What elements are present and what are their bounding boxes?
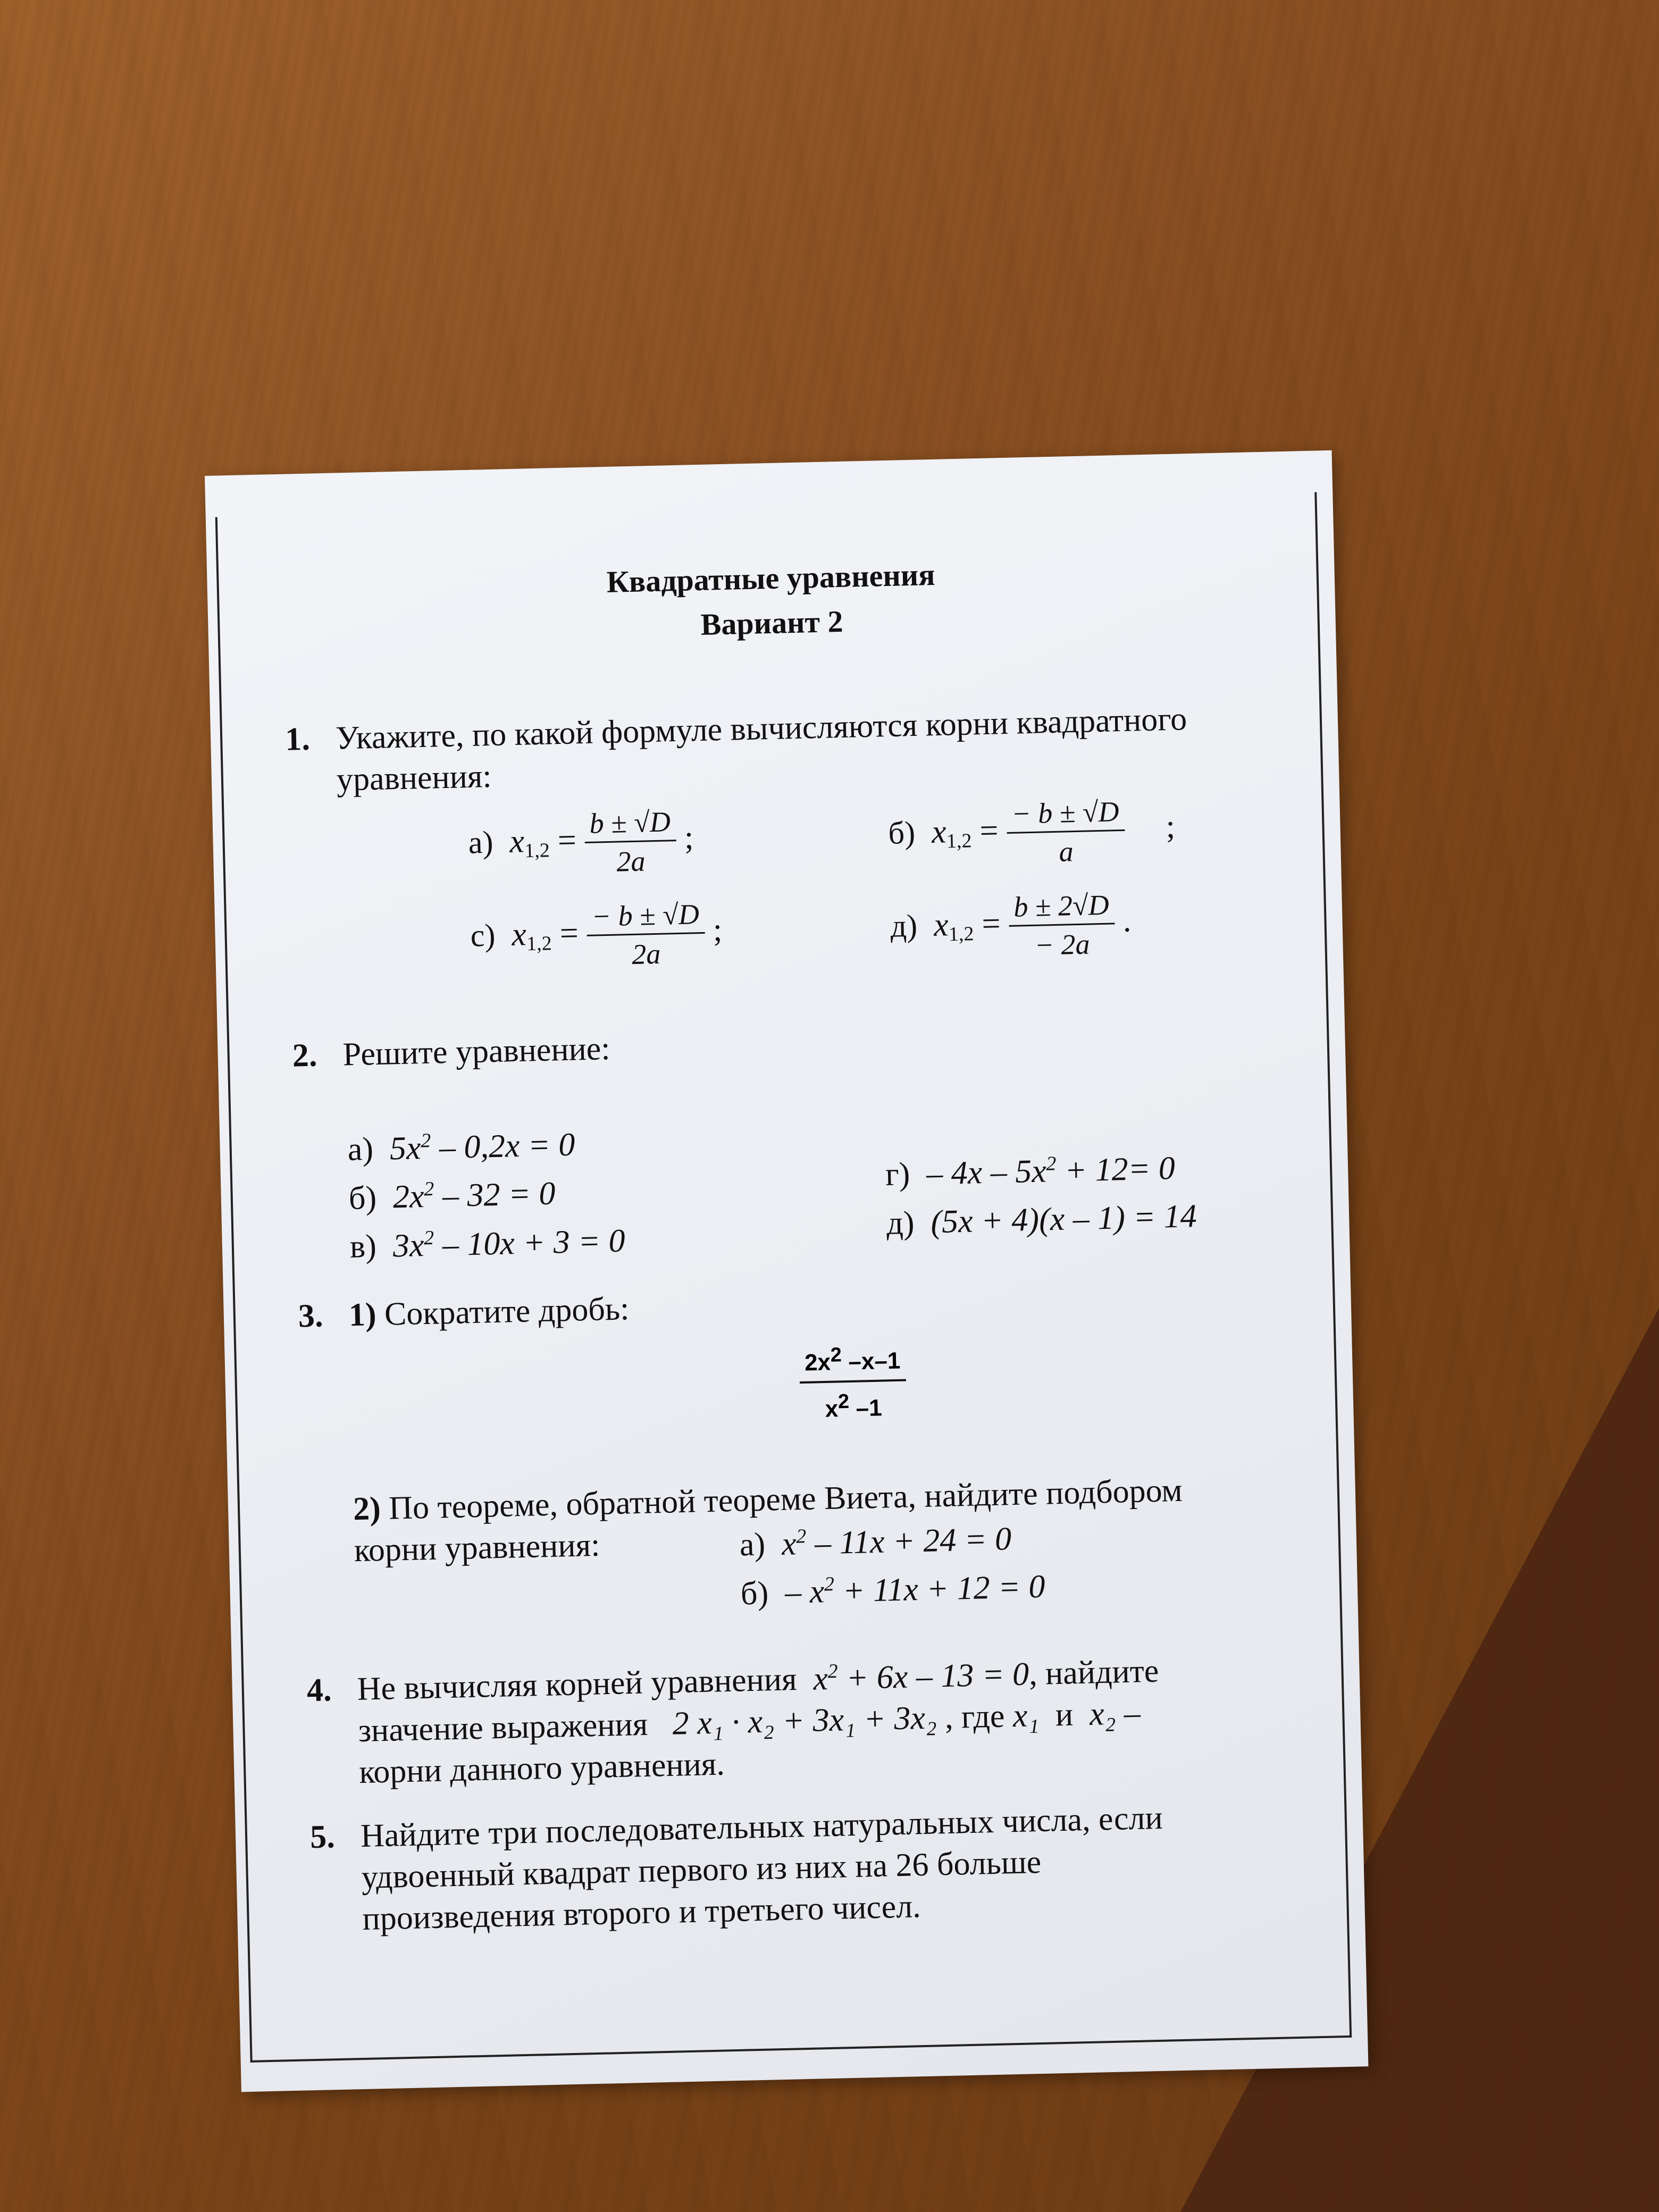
worksheet-paper [205,450,1368,2092]
equation-part: – 10x + 3 = 0 [433,1222,626,1263]
title-line-1: Квадратные уравнения [606,557,936,599]
option-punctuation: ; [1165,808,1176,845]
question-text: Не вычисляя корней уравнения [357,1661,798,1707]
equation-item [739,1510,1045,1566]
part-label: 1) [348,1296,377,1334]
numerator-part: –x–1 [841,1347,901,1375]
denominator-part: –1 [849,1394,883,1422]
option-variable: x [933,907,949,943]
item-label: а) [739,1526,766,1563]
equation-part: (5x + 4)(x – 1) = 14 [930,1198,1197,1241]
denominator-exponent: 2 [837,1390,850,1413]
question-text: , найдите [1028,1653,1159,1692]
root-variable: x₂ – [1089,1695,1141,1732]
item-label: д) [886,1204,915,1242]
item-label: а) [347,1130,374,1168]
option-label: с) [470,917,496,953]
question-3 [298,1288,630,1337]
equation-list-left [347,1115,626,1268]
option-variable: x [931,814,947,850]
equation-exponent: 2 [420,1129,431,1152]
question-text-line-3: корни данного уравнения. [358,1746,725,1790]
fraction-denominator [825,1381,883,1425]
formula-fraction [1006,795,1126,869]
fraction-denominator: − 2a [1034,928,1091,961]
item-label: в) [349,1228,377,1266]
fraction-denominator: a [1058,835,1074,868]
option-d [890,889,1132,965]
equation-item [885,1139,1196,1195]
equation-part: – 11x + 24 = 0 [806,1520,1012,1562]
equation-item [740,1559,1046,1614]
question-number: 5. [309,1819,336,1856]
equation-item [886,1188,1197,1244]
part-label: 2) [353,1490,381,1528]
question-5 [309,1794,1322,1941]
option-a [467,805,694,881]
part-text-line-2: корни уравнения: [354,1527,601,1569]
denominator-part: x [825,1395,839,1422]
equation-exponent: 2 [423,1226,434,1250]
equation-part: x [812,1660,828,1697]
equation-part: + 12= 0 [1055,1150,1176,1189]
equation-part: 5x [389,1129,422,1167]
numerator-exponent: 2 [830,1344,842,1367]
option-label: б) [887,815,916,851]
item-label: б) [348,1179,377,1217]
equation-exponent: 2 [423,1178,434,1201]
option-subscript: 1,2 [946,830,972,853]
fraction-denominator: 2a [616,845,646,878]
equals-sign: = [557,822,577,859]
fraction [799,1338,907,1426]
question-2 [292,1028,610,1077]
equation-exponent: 2 [827,1660,839,1682]
option-label: д) [890,908,918,944]
fraction-numerator: − b ± √D [586,898,705,936]
root-variable: x₁ [1012,1697,1040,1734]
option-subscript: 1,2 [526,932,552,956]
fraction-numerator: b ± 2√D [1008,889,1115,927]
option-variable: x [511,916,527,953]
equation-part: – 32 = 0 [433,1175,556,1214]
option-subscript: 1,2 [948,923,974,946]
option-label: а) [468,824,494,860]
option-b [887,794,1176,872]
option-punctuation: ; [713,911,723,949]
formula-fraction [584,806,677,878]
equation-part: + 6x – 13 = 0 [837,1656,1029,1697]
formula-fraction [586,898,706,971]
equation-exponent: 2 [1045,1152,1057,1175]
equals-sign: = [981,906,1001,942]
question-number: 4. [306,1671,332,1708]
fraction-denominator: 2a [631,937,661,970]
equals-sign: = [559,915,579,952]
option-punctuation: . [1122,902,1132,939]
option-subscript: 1,2 [524,839,550,862]
equation-part: 3x [392,1227,425,1264]
option-variable: x [509,823,525,860]
question-text-line-3: произведения второго и третьего чисел. [362,1888,921,1937]
reduce-fraction [799,1338,907,1426]
equation-item [349,1213,626,1268]
expression: 2 x₁ · x₂ + 3x₁ + 3x₂ [672,1699,937,1742]
option-punctuation: ; [684,819,694,856]
question-text: , где [944,1698,1006,1736]
question-text-line-1: Найдите три последовательных натуральных числа, если [360,1799,1163,1854]
option-c [470,898,723,974]
question-number: 2. [292,1037,318,1074]
vieta-equations [739,1510,1046,1614]
equation-exponent: 2 [824,1573,835,1596]
item-label: б) [740,1574,769,1612]
title-line-2: Вариант 2 [700,604,844,642]
equation-part: – 4x – 5x [926,1153,1047,1192]
fraction-numerator [799,1338,906,1384]
conjunction: и [1055,1696,1074,1733]
formula-fraction [1008,889,1116,961]
equation-part: + 11x + 12 = 0 [834,1569,1046,1610]
numerator-part: 2x [804,1349,831,1376]
question-text: Решите уравнение: [342,1030,611,1073]
question-4 [306,1639,1319,1794]
equation-item [348,1164,625,1219]
equation-part: x [781,1525,797,1562]
equation-exponent: 2 [795,1524,807,1548]
equation-part: – 0,2x = 0 [430,1126,576,1166]
part-text: Сократите дробь: [384,1291,630,1333]
equation-part: – x [784,1573,825,1611]
item-label: г) [885,1155,910,1193]
question-text-line-2: уравнения: [336,758,492,798]
fraction-numerator: b ± √D [584,806,676,843]
equation-item [347,1115,624,1170]
equals-sign: = [979,812,999,849]
question-text-line-1: Укажите, по какой формуле вычисляются корни квадратного [335,701,1187,757]
question-number: 1. [284,720,311,758]
equation-part: 2x [392,1178,425,1216]
part-text-line-1: По теореме, обратной теореме Виета, найдите подбором [388,1472,1183,1527]
question-text: значение выражения [357,1706,648,1749]
question-text-line-2: удвоенный квадрат первого из них на 26 больше [361,1844,1042,1896]
fraction-numerator: − b ± √D [1006,795,1125,834]
question-number: 3. [298,1297,324,1335]
equation-list-right [885,1139,1197,1244]
